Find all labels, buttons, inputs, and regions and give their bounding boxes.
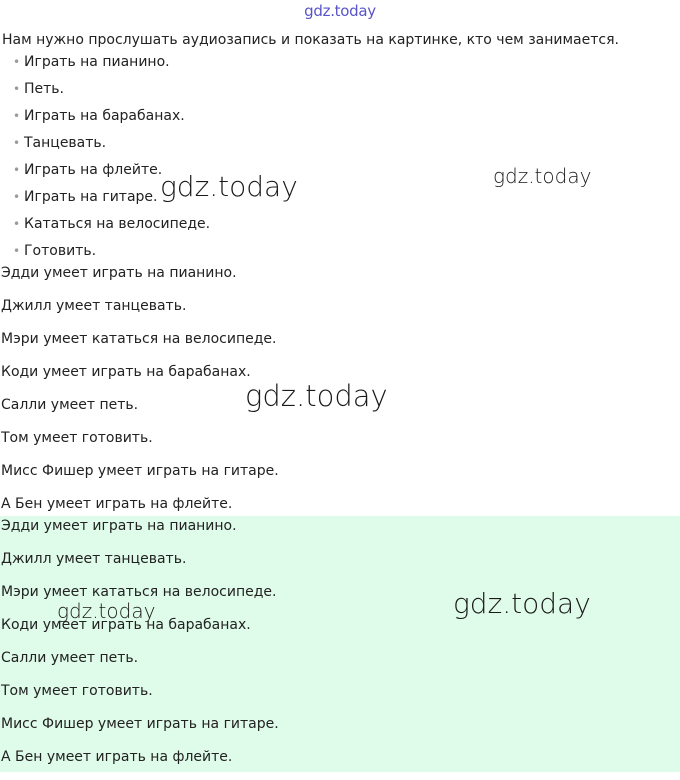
bullet-icon: •	[13, 163, 21, 177]
answer-line: Мэри умеет кататься на велосипеде.	[1, 331, 277, 347]
bullet-icon: •	[13, 244, 21, 258]
list-item-text: Играть на гитаре.	[24, 189, 158, 205]
answer-line: Коди умеет играть на барабанах.	[1, 617, 251, 633]
answer-line: Коди умеет играть на барабанах.	[1, 364, 251, 380]
answer-line: Том умеет готовить.	[1, 430, 153, 446]
list-item	[13, 80, 210, 107]
answer-line: Мисс Фишер умеет играть на гитаре.	[1, 716, 279, 732]
activity-list	[13, 53, 210, 269]
list-item-text: Готовить.	[24, 243, 97, 259]
answer-line: Салли умеет петь.	[1, 650, 139, 666]
answer-line: Эдди умеет играть на пианино.	[1, 518, 237, 534]
list-item-text: Кататься на велосипеде.	[24, 216, 211, 232]
list-item-text: Танцевать.	[24, 135, 107, 151]
bullet-icon: •	[13, 136, 21, 150]
task-instruction: Нам нужно прослушать аудиозапись и показать на картинке, кто чем занимается.	[2, 32, 619, 48]
list-item	[13, 215, 210, 242]
watermark: gdz.today	[453, 587, 591, 620]
bullet-icon: •	[13, 217, 21, 231]
watermark: gdz.today	[493, 164, 592, 188]
answer-line: Мэри умеет кататься на велосипеде.	[1, 584, 277, 600]
answer-line: Салли умеет петь.	[1, 397, 139, 413]
list-item-text: Играть на флейте.	[24, 162, 163, 178]
list-item-text: Играть на барабанах.	[24, 108, 185, 124]
answer-line: А Бен умеет играть на флейте.	[1, 749, 233, 765]
bullet-icon: •	[13, 55, 21, 69]
watermark: gdz.today	[160, 170, 298, 203]
list-item	[13, 134, 210, 161]
bullet-icon: •	[13, 190, 21, 204]
list-item	[13, 53, 210, 80]
highlighted-answer-block	[0, 516, 680, 772]
answer-line: Эдди умеет играть на пианино.	[1, 265, 237, 281]
bullet-icon: •	[13, 82, 21, 96]
answer-line: А Бен умеет играть на флейте.	[1, 496, 233, 512]
site-logo[interactable]: gdz.today	[304, 2, 376, 20]
list-item-text: Играть на пианино.	[24, 54, 170, 70]
list-item-text: Петь.	[24, 81, 64, 97]
answer-line: Том умеет готовить.	[1, 683, 153, 699]
watermark: gdz.today	[57, 599, 156, 623]
answer-line: Джилл умеет танцевать.	[1, 551, 187, 567]
watermark: gdz.today	[245, 379, 388, 413]
bullet-icon: •	[13, 109, 21, 123]
answer-line: Мисс Фишер умеет играть на гитаре.	[1, 463, 279, 479]
answer-line: Джилл умеет танцевать.	[1, 298, 187, 314]
list-item	[13, 107, 210, 134]
